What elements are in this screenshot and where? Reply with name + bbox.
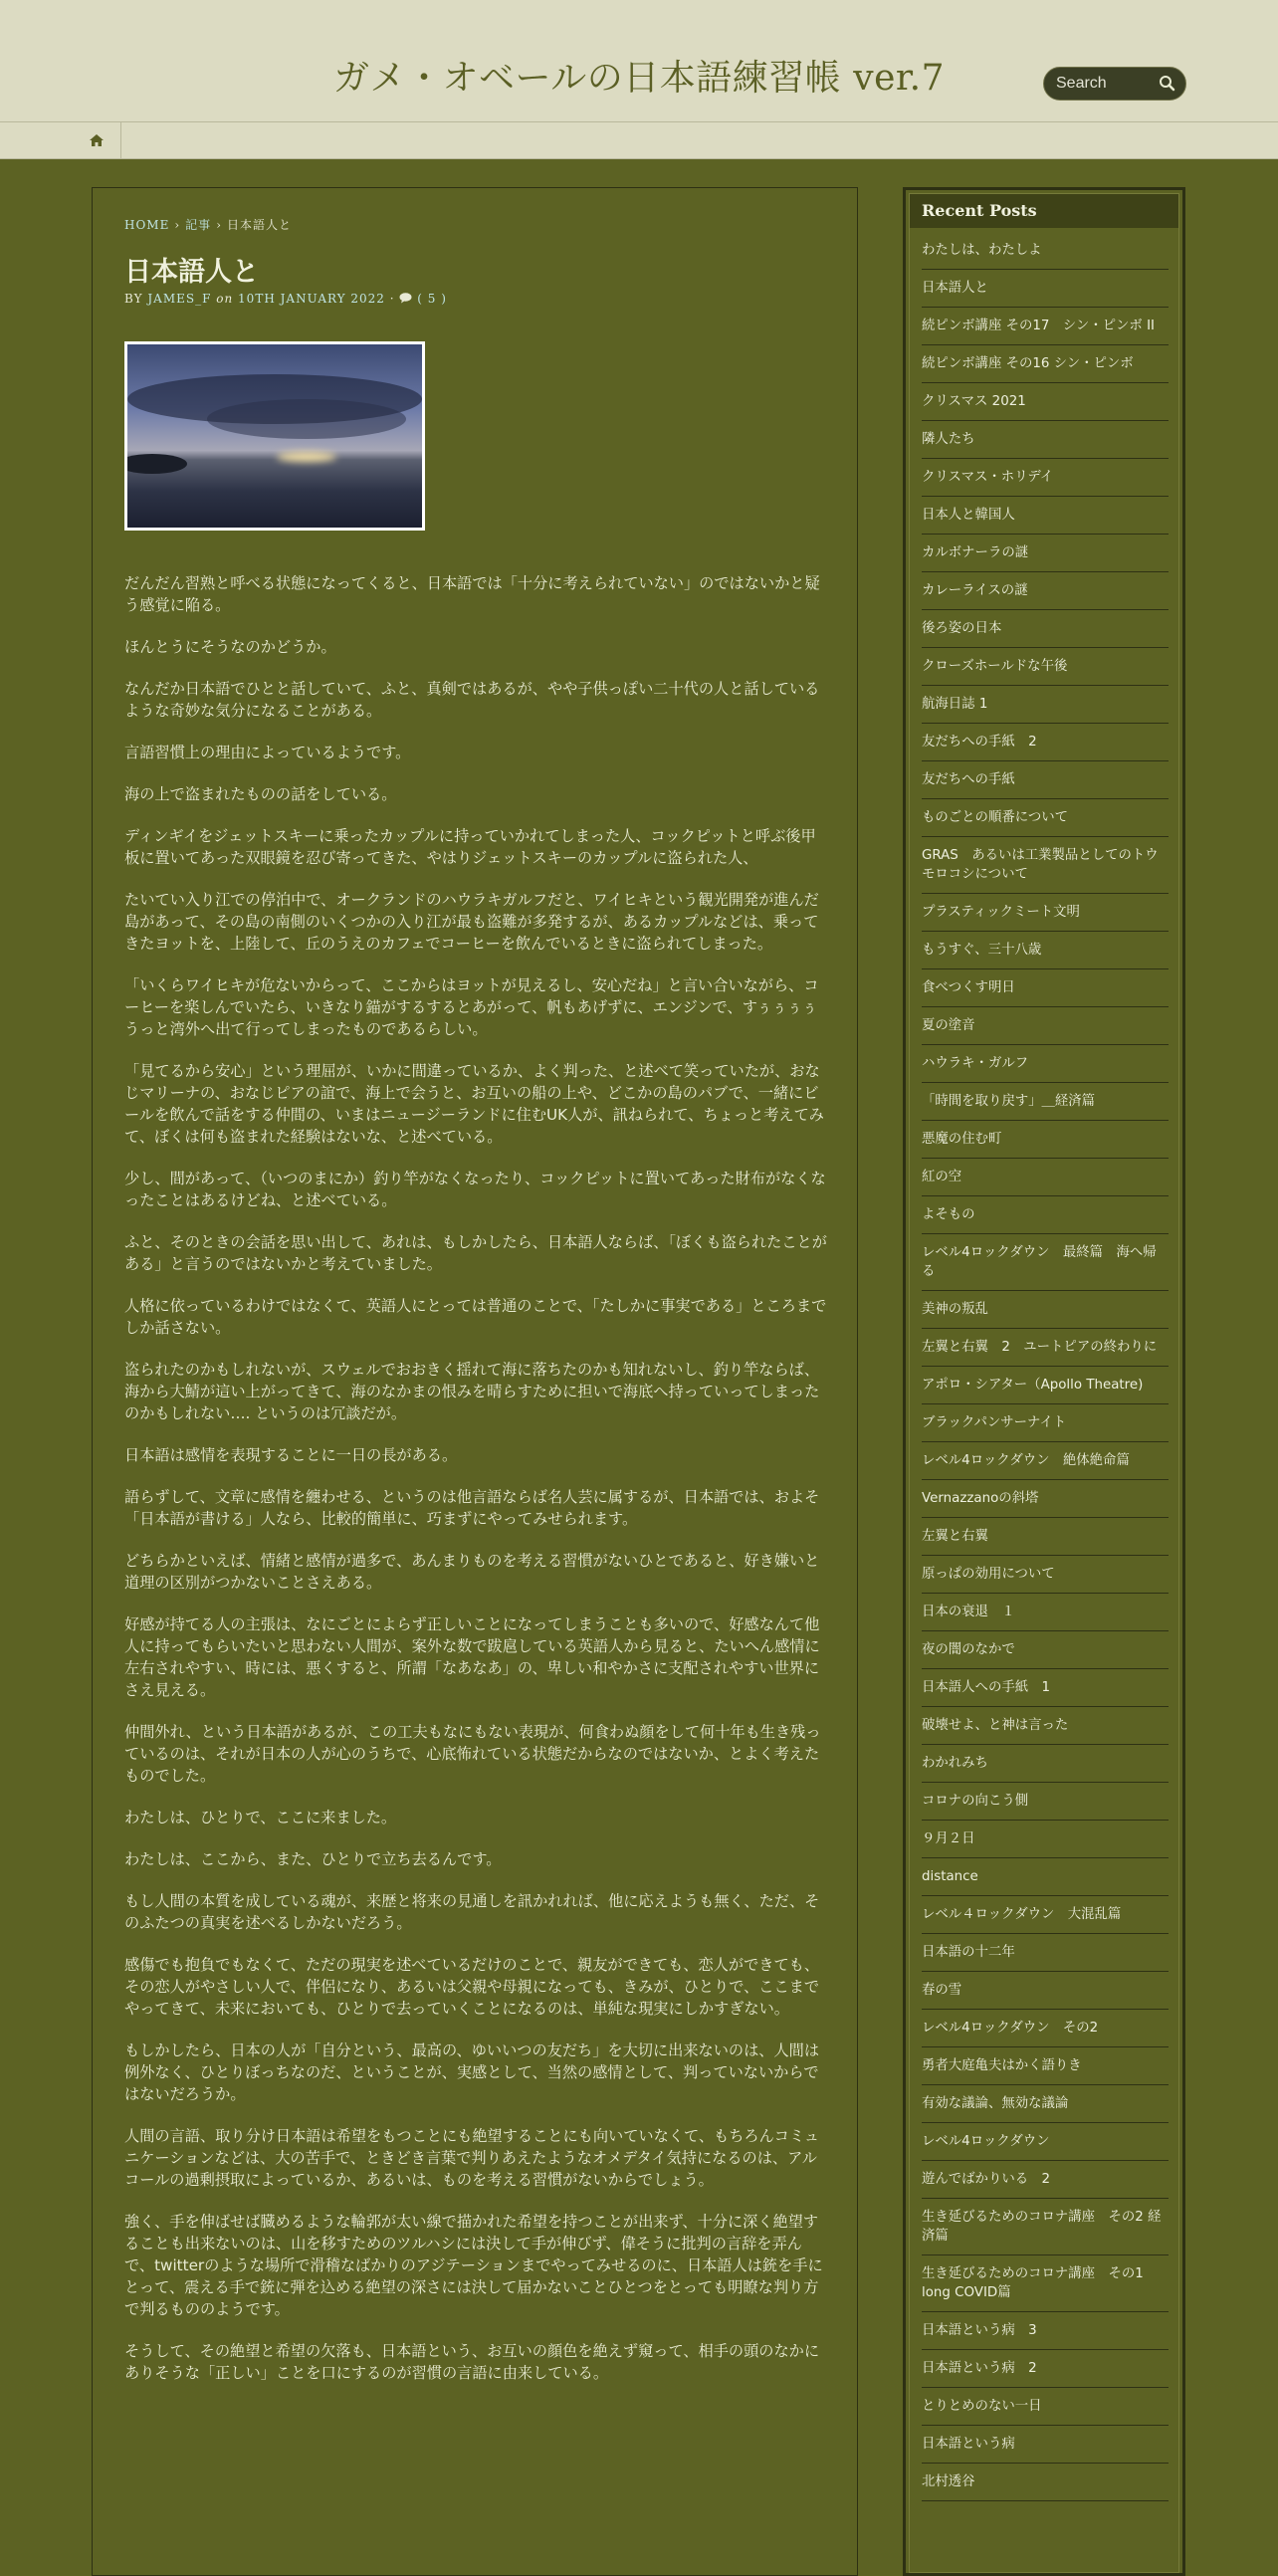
recent-post-item: [922, 1972, 1169, 2010]
recent-post-link[interactable]: レベル4ロックダウン その2: [922, 2021, 1099, 2036]
recent-post-link[interactable]: 左翼と右翼: [922, 1529, 988, 1544]
recent-post-link[interactable]: もうすぐ、三十八歳: [922, 943, 1042, 958]
recent-post-item: [922, 1518, 1169, 1556]
author-link[interactable]: JAMES_F: [147, 292, 212, 306]
recent-post-item: [922, 837, 1169, 894]
recent-post-item: [922, 1007, 1169, 1045]
recent-post-item: [922, 2350, 1169, 2388]
recent-post-link[interactable]: わたしは、わたしよ: [922, 243, 1042, 258]
post-paragraph: 海の上で盗まれたものの話をしている。: [124, 785, 397, 803]
recent-post-link[interactable]: 続ピンボ講座 その17 シン・ピンボ II: [922, 319, 1155, 333]
recent-post-link[interactable]: 日本語という病: [922, 2437, 1015, 2452]
recent-post-item: [922, 1196, 1169, 1234]
recent-post-link[interactable]: 北村透谷: [922, 2474, 975, 2489]
recent-post-link[interactable]: ブラックパンサーナイト: [922, 1415, 1067, 1430]
recent-post-link[interactable]: 美神の叛乱: [922, 1302, 988, 1317]
recent-post-link[interactable]: 勇者大庭亀夫はかく語りき: [922, 2058, 1082, 2073]
recent-post-item: [922, 1329, 1169, 1367]
recent-post-link[interactable]: レベル4ロックダウン 最終篇 海へ帰る: [922, 1245, 1157, 1279]
recent-post-item: [922, 2464, 1169, 2501]
recent-post-link[interactable]: GRAS あるいは工業製品としてのトウモロコシについて: [922, 848, 1159, 882]
post-body: [124, 572, 827, 2384]
byline-by: BY: [124, 292, 143, 306]
recent-post-item: [922, 497, 1169, 535]
recent-post-item: [922, 2161, 1169, 2199]
recent-post-item: [922, 1442, 1169, 1480]
post-paragraph: ふと、そのときの会話を思い出して、あれは、もしかしたら、日本語人ならば、「ぼくも盗られたことがある」と言うのではないかと考えていました。: [124, 1233, 827, 1273]
recent-post-item: [922, 1480, 1169, 1518]
recent-post-item: [922, 1367, 1169, 1404]
recent-post-link[interactable]: 後ろ姿の日本: [922, 621, 1002, 636]
nav-home-button[interactable]: [72, 122, 121, 158]
recent-post-link[interactable]: 「時間を取り戻す」＿経済篇: [922, 1094, 1096, 1109]
recent-post-link[interactable]: 食べつくす明日: [922, 980, 1015, 995]
post-paragraph: たいてい入り江での停泊中で、オークランドのハウラキガルフだと、ワイヒキという観光開発が進んだ島があって、その島の南側のいくつかの入り江が最も盗難が多発するが、あるカップルなどは、乗ってきたヨットを、上陸して、丘のうえのカフェでコーヒーを飲んでいるときに盗られてしまった。: [124, 891, 819, 953]
recent-post-item: [922, 724, 1169, 761]
recent-post-item: [922, 969, 1169, 1007]
recent-post-item: [922, 345, 1169, 383]
post-paragraph: ディンギイをジェットスキーに乗ったカップルに持っていかれてしまった人、コックピットと呼ぶ後甲板に置いてあった双眼鏡を忍び寄ってきた、やはりジェットスキーのカップルに盗られた人、: [124, 827, 816, 867]
post-date-link[interactable]: 10TH JANUARY 2022: [238, 292, 385, 306]
post-paragraph: 「見てるから安心」という理屈が、いかに間違っているか、よく判った、と述べて笑っていたが、おなじマリーナの、おなじピアの誼で、海上で会うと、お互いの船の上や、どこかの島のパブで、一緒にビールを飲んで話をする仲間の、いまはニュージーランドに住むUK人が、訊ねられて、ちょっと考えてみて、ぼくは何も盗まれた経験はないな、と述べている。: [124, 1062, 824, 1146]
recent-post-link[interactable]: 原っぱの効用について: [922, 1567, 1055, 1582]
recent-post-item: [922, 1234, 1169, 1291]
recent-post-link[interactable]: クリスマス 2021: [922, 394, 1026, 409]
recent-post-item: [922, 1896, 1169, 1934]
recent-post-item: [922, 535, 1169, 572]
post-title: 日本語人と: [124, 257, 259, 288]
breadcrumb-category-link[interactable]: 記事: [185, 218, 212, 232]
recent-post-item: [922, 1858, 1169, 1896]
post-paragraph: どちらかといえば、情緒と感情が過多で、あんまりものを考える習慣がないひとであると、好き嫌いと道理の区別がつかないことさえある。: [124, 1552, 820, 1592]
recent-post-link[interactable]: 日本語の十二年: [922, 1945, 1015, 1960]
recent-post-item: [922, 1783, 1169, 1821]
post-byline: [124, 292, 827, 306]
recent-post-link[interactable]: とりとめのない一日: [922, 2399, 1042, 2414]
recent-post-link[interactable]: 有効な議論、無効な議論: [922, 2096, 1069, 2111]
recent-post-item: [922, 459, 1169, 497]
post-paragraph: 語らずして、文章に感情を纏わせる、というのは他言語ならば名人芸に属するが、日本語では、およそ「日本語が書ける」人なら、比較的簡単に、巧まずにやってみせられます。: [124, 1488, 820, 1528]
post-paragraph: 好感が持てる人の主張は、なにごとによらず正しいことになってしまうことも多いので、好感なんて他人に持ってもらいたいと思わない人間が、案外な数で跋扈している英語人から見ると、たいへん感情に左右されやすい、時には、悪くすると、所謂「なあなあ」の、卑しい和やかさに支配されやすい世界にさえ見える。: [124, 1615, 820, 1699]
recent-post-item: [922, 1745, 1169, 1783]
home-icon: [89, 133, 105, 147]
recent-post-link[interactable]: 隣人たち: [922, 432, 975, 447]
recent-post-item: [922, 2047, 1169, 2085]
sidebar: [903, 187, 1185, 2576]
recent-post-link[interactable]: ものごとの順番について: [922, 810, 1069, 825]
recent-post-link[interactable]: クローズホールドな午後: [922, 659, 1068, 674]
recent-post-item: [922, 761, 1169, 799]
recent-post-link[interactable]: 日本語という病 3: [922, 2323, 1037, 2338]
recent-post-link[interactable]: レベル4ロックダウン: [922, 2134, 1050, 2149]
recent-post-link[interactable]: 友だちへの手紙: [922, 772, 1015, 787]
breadcrumb-current: 日本語人と: [227, 218, 293, 232]
search-box: [1043, 67, 1186, 101]
post-paragraph: わたしは、ひとりで、ここに来ました。: [124, 1809, 397, 1826]
post-paragraph: そうして、その絶望と希望の欠落も、日本語という、お互いの顔色を絶えず窺って、相手の頭のなかにありそうな「正しい」ことを口にするのが習慣の言語に由来している。: [124, 2342, 820, 2382]
search-input[interactable]: [1056, 74, 1156, 94]
recent-post-item: [922, 686, 1169, 724]
recent-post-item: [922, 421, 1169, 459]
recent-post-item: [922, 1291, 1169, 1329]
post-paragraph: 「いくらワイヒキが危ないからって、ここからはヨットが見えるし、安心だね」と言い合いながら、コーヒーを楽しんでいたら、いきなり錨がするするとあがって、帆もあげずに、エンジンで、すぅぅぅぅうっと湾外へ出て行ってしまったものであるらしい。: [124, 976, 819, 1038]
recent-post-item: [922, 1083, 1169, 1121]
recent-posts-list: [910, 228, 1178, 2501]
recent-post-item: [922, 1594, 1169, 1631]
post-paragraph: 感傷でも抱負でもなくて、ただの現実を述べているだけのことで、親友ができても、恋人ができても、その恋人がやさしい人で、伴侶になり、あるいは父親や母親になっても、きみが、ひとりで、ここまでやってきて、未来においても、ひとりで去っていくことになるのは、単純な現実にしかすぎない。: [124, 1956, 820, 2018]
recent-post-link[interactable]: 続ピンボ講座 その16 シン・ピンボ: [922, 356, 1134, 371]
post-paragraph: わたしは、ここから、また、ひとりで立ち去るんです。: [124, 1850, 502, 1868]
post-paragraph: 盗られたのかもしれないが、スウェルでおおきく揺れて海に落ちたのかも知れないし、釣り竿ならば、海から大鯖が這い上がってきて、海のなかまの恨みを晴らすために担いで海底へ持っていってしまったのかもしれない…. というのは冗談だが。: [124, 1361, 820, 1422]
recent-post-item: [922, 270, 1169, 308]
byline-dot: ·: [389, 292, 395, 306]
recent-post-link[interactable]: 日本人と韓国人: [922, 508, 1015, 523]
breadcrumb-separator: ›: [174, 218, 181, 232]
recent-post-item: [922, 932, 1169, 969]
post-paragraph: 少し、間があって、（いつのまにか）釣り竿がなくなったり、コックピットに置いてあった財布がなくなったことはあるけどね、と述べている。: [124, 1170, 826, 1209]
recent-post-item: [922, 308, 1169, 345]
recent-post-link[interactable]: クリスマス・ホリデイ: [922, 470, 1054, 485]
recent-post-link[interactable]: レベル４ロックダウン 大混乱篇: [922, 1907, 1122, 1922]
recent-post-item: [922, 2255, 1169, 2312]
recent-post-link[interactable]: 日本語人と: [922, 281, 988, 296]
recent-post-link[interactable]: 紅の空: [922, 1170, 962, 1184]
recent-posts-title: Recent Posts: [910, 194, 1178, 228]
recent-post-link[interactable]: わかれみち: [922, 1756, 988, 1771]
recent-post-link[interactable]: 日本語人への手紙 1: [922, 1680, 1051, 1695]
post-paragraph: 人格に依っているわけではなくて、英語人にとっては普通のことで、「たしかに事実である」ところまでしか話さない。: [124, 1297, 827, 1337]
recent-post-link[interactable]: プラスティックミート文明: [922, 905, 1080, 920]
recent-post-link[interactable]: よそもの: [922, 1207, 975, 1222]
recent-post-link[interactable]: 左翼と右翼 2 ユートピアの終わりに: [922, 1340, 1158, 1355]
recent-post-link[interactable]: 生き延びるためのコロナ講座 その1 long COVID篇: [922, 2266, 1144, 2300]
post-paragraph: 言語習慣上の理由によっているようです。: [124, 744, 411, 761]
recent-post-link[interactable]: コロナの向こう側: [922, 1794, 1029, 1809]
post-paragraph: ほんとうにそうなのかどうか。: [124, 638, 336, 656]
recent-post-link[interactable]: 生き延びるためのコロナ講座 その2 経済篇: [922, 2210, 1162, 2244]
recent-post-link[interactable]: ハウラキ・ガルフ: [922, 1056, 1029, 1071]
recent-post-item: [922, 799, 1169, 837]
recent-post-item: [922, 610, 1169, 648]
recent-post-link[interactable]: Vernazzanoの斜塔: [922, 1491, 1039, 1506]
byline-on: on: [216, 292, 234, 306]
post-paragraph: もし人間の本質を成している魂が、来歴と将来の見通しを訊かれれば、他に応えようも無く、ただ、そのふたつの真実を述べるしかないだろう。: [124, 1892, 820, 1932]
recent-post-item: [922, 1556, 1169, 1594]
recent-post-link[interactable]: distance: [922, 1869, 978, 1884]
recent-post-item: [922, 894, 1169, 932]
recent-post-link[interactable]: カレーライスの謎: [922, 583, 1028, 598]
recent-post-item: [922, 1669, 1169, 1707]
recent-post-item: [922, 2010, 1169, 2047]
recent-post-item: [922, 232, 1169, 270]
recent-post-link[interactable]: 日本語という病 2: [922, 2361, 1037, 2376]
recent-post-link[interactable]: ９月２日: [922, 1831, 975, 1846]
post-paragraph: 仲間外れ、という日本語があるが、この工夫もなにもない表現が、何食わぬ顔をして何十年も生き残っているのは、それが日本の人が心のうちで、心底怖れている状態だからなのではないか、とよく考えたものでした。: [124, 1723, 821, 1785]
post-paragraph: なんだか日本語でひとと話していて、ふと、真剣ではあるが、やや子供っぽい二十代の人と話しているような奇妙な気分になることがある。: [124, 680, 820, 720]
recent-post-item: [922, 1821, 1169, 1858]
recent-post-link[interactable]: 悪魔の住む町: [922, 1132, 1002, 1147]
recent-post-item: [922, 1159, 1169, 1196]
recent-post-item: [922, 2388, 1169, 2426]
recent-post-link[interactable]: アポロ・シアター（Apollo Theatre): [922, 1378, 1144, 1393]
recent-post-item: [922, 648, 1169, 686]
site-header: [0, 0, 1278, 121]
post-paragraph: 人間の言語、取り分け日本語は希望をもつことにも絶望することにも向いていなくて、もちろんコミュニケーションなどは、大の苦手で、ときどき言葉で判りあえたようなオメデタイ気持になるのは、アルコールの過剰摂取によっているか、あるいは、ものを考える習慣がないからでしょう。: [124, 2127, 820, 2189]
recent-post-link[interactable]: 日本の衰退 １: [922, 1605, 1015, 1619]
recent-post-item: [922, 1707, 1169, 1745]
breadcrumb-home-link[interactable]: HOME: [124, 218, 170, 232]
recent-post-item: [922, 1404, 1169, 1442]
nav-bar: [0, 121, 1278, 159]
main-content: [92, 187, 858, 2576]
recent-post-item: [922, 572, 1169, 610]
recent-post-item: [922, 2085, 1169, 2123]
recent-post-link[interactable]: カルボナーラの謎: [922, 545, 1029, 560]
comment-icon: [399, 293, 412, 304]
search-icon[interactable]: [1158, 74, 1177, 94]
recent-post-item: [922, 2426, 1169, 2464]
post-paragraph: もしかしたら、日本の人が「自分という、最高の、ゆいいつの友だち」を大切に出来ないのは、人間は例外なく、ひとりぼっちなのだ、ということが、実感として、当然の感情として、判っていないからではないだろうか。: [124, 2041, 820, 2103]
recent-post-item: [922, 2199, 1169, 2255]
recent-post-link[interactable]: 夏の塗音: [922, 1018, 975, 1033]
recent-post-link[interactable]: 破壊せよ、と神は言った: [922, 1718, 1069, 1733]
recent-post-item: [922, 1631, 1169, 1669]
recent-post-item: [922, 1121, 1169, 1159]
comments-link[interactable]: ( 5 ): [417, 292, 447, 306]
post-paragraph: だんだん習熟と呼べる状態になってくると、日本語では「十分に考えられていない」のではないかと疑う感覚に陥る。: [124, 574, 820, 614]
breadcrumb: [124, 216, 827, 236]
recent-post-item: [922, 2123, 1169, 2161]
breadcrumb-separator: ›: [216, 218, 222, 232]
post-paragraph: 日本語は感情を表現することに一日の長がある。: [124, 1446, 458, 1464]
recent-post-item: [922, 383, 1169, 421]
recent-post-link[interactable]: 遊んでばかりいる 2: [922, 2172, 1051, 2187]
post-paragraph: 強く、手を伸ばせば臓めるような輪郭が太い線で描かれた希望を持つことが出来ず、十分に深く絶望することも出来ないのは、山を移すためのツルハシには決して手が伸びず、偉そうに批判の言辞を弄んで、twitterのような場所で滑稽なばかりのアジテーションまでやってみせるのに、日本語人は銃を手にとって、震える手で銃に弾を込める絶望の深さには決して届かないことひとつをとっても明瞭な判り方で判るもののようです。: [124, 2213, 823, 2318]
recent-post-link[interactable]: 夜の闇のなかで: [922, 1642, 1015, 1657]
site-title[interactable]: ガメ・オベールの日本語練習帳 ver.7: [333, 58, 945, 99]
post-featured-image[interactable]: [124, 341, 425, 531]
recent-post-link[interactable]: 航海日誌 1: [922, 697, 988, 712]
recent-post-item: [922, 1045, 1169, 1083]
recent-post-item: [922, 1934, 1169, 1972]
recent-post-item: [922, 2312, 1169, 2350]
recent-post-link[interactable]: レベル4ロックダウン 絶体絶命篇: [922, 1453, 1130, 1468]
recent-post-link[interactable]: 春の雪: [922, 1983, 962, 1998]
recent-post-link[interactable]: 友だちへの手紙 2: [922, 735, 1037, 750]
